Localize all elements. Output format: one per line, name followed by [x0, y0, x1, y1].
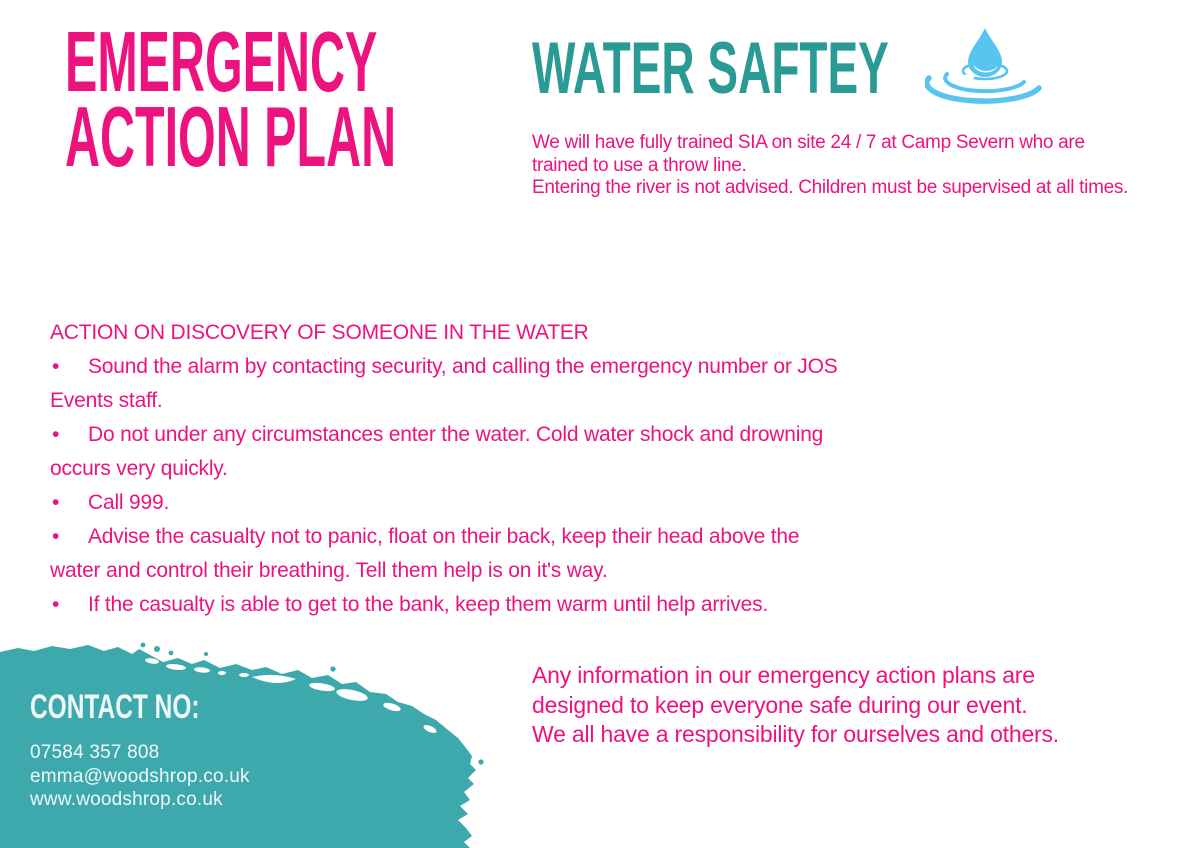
list-item [50, 520, 838, 554]
bullet-icon: • [52, 525, 60, 548]
bullet-icon: • [52, 423, 60, 446]
page-title-text1: EMERGENCY [65, 15, 378, 110]
list-item-continuation [50, 452, 838, 486]
contact-email: emma@woodshrop.co.uk [30, 765, 250, 787]
note-line: Any information in our emergency action plans are [532, 662, 1035, 688]
action-list [50, 316, 838, 622]
list-item [50, 486, 838, 520]
contact-phone: 07584 357 808 [30, 742, 160, 763]
list-item-text: Events staff. [50, 389, 163, 412]
intro-line: Entering the river is not advised. Children must be supervised at all times. [532, 177, 1129, 198]
list-item-text: water and control their breathing. Tell them help is on it's way. [50, 559, 608, 582]
list-item-text: If the casualty is able to get to the bank, keep them warm until help arrives. [88, 593, 769, 616]
water-drop-ripple-icon [925, 26, 1043, 110]
bullet-icon: • [52, 355, 60, 378]
contact-details [30, 741, 250, 812]
list-item-continuation [50, 384, 838, 418]
list-item [50, 350, 838, 384]
note-line: designed to keep everyone safe during our event. [532, 691, 1028, 718]
intro-paragraph [532, 132, 1128, 200]
note-line: We all have a responsibility for ourselves and others. [532, 721, 1059, 747]
action-list-heading: ACTION ON DISCOVERY OF SOMEONE IN THE WATER [50, 321, 589, 344]
list-item-text: occurs very quickly. [50, 457, 228, 480]
page-title-text2: ACTION PLAN [65, 90, 397, 185]
bullet-icon: • [52, 491, 60, 514]
list-item-text: Do not under any circumstances enter the water. Cold water shock and drowning [88, 423, 824, 446]
intro-line: We will have fully trained SIA on site 24 / 7 at Camp Severn who are [532, 132, 1085, 153]
section-title-text: WATER SAFTEY [532, 28, 889, 109]
list-item-text: Call 999. [88, 491, 170, 514]
contact-website: www.woodshrop.co.uk [30, 789, 223, 810]
bullet-icon: • [52, 593, 60, 616]
list-item-text: Advise the casualty not to panic, float on their back, keep their head above the [88, 525, 800, 548]
contact-heading [30, 690, 265, 724]
contact-heading-text: CONTACT NO: [30, 688, 200, 726]
list-item-text: Sound the alarm by contacting security, and calling the emergency number or JOS [88, 355, 838, 378]
safety-note [532, 661, 1059, 750]
list-item [50, 418, 838, 452]
list-item [50, 588, 838, 622]
list-item-continuation [50, 554, 838, 588]
intro-line: trained to use a throw line. [532, 154, 747, 176]
